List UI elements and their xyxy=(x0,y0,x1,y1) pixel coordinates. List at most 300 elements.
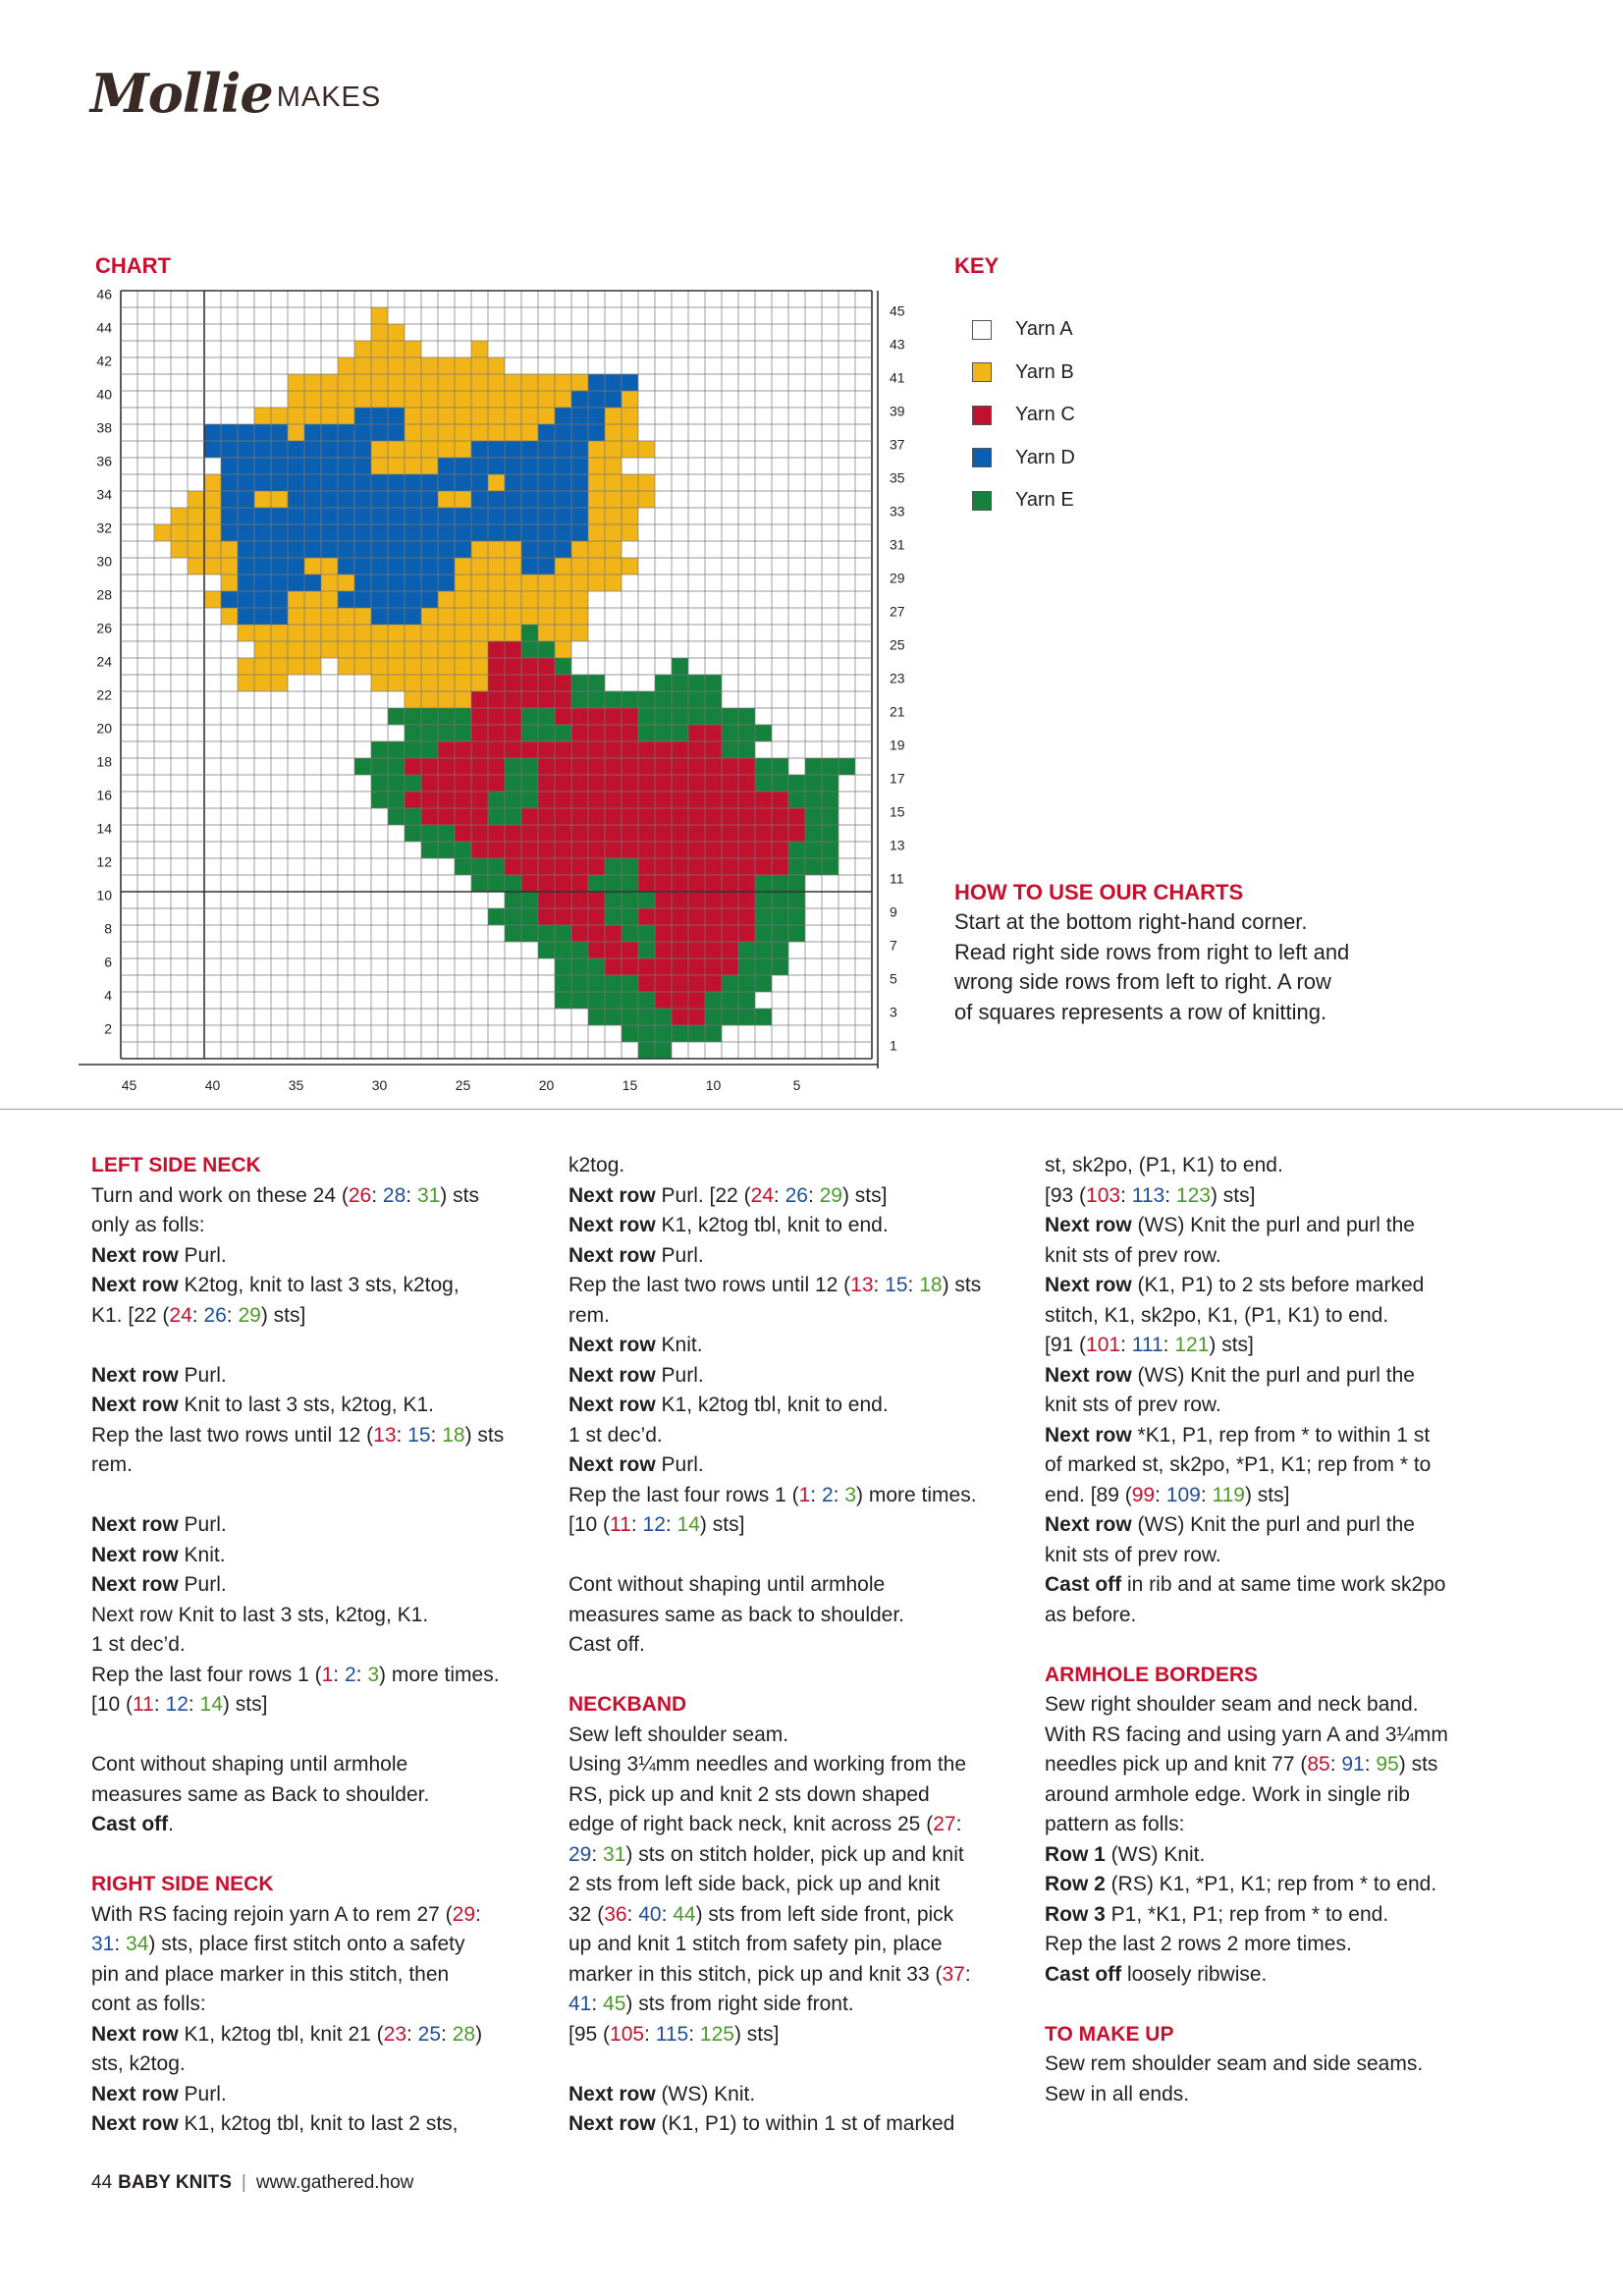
chart-cell xyxy=(705,625,722,641)
chart-cell xyxy=(705,591,722,608)
chart-cell xyxy=(254,675,271,691)
chart-cell xyxy=(154,925,171,942)
instruction-line xyxy=(1045,1481,1496,1511)
chart-cell xyxy=(288,725,304,741)
chart-cell xyxy=(471,524,488,541)
chart-cell xyxy=(521,357,538,374)
chart-cell xyxy=(622,1009,638,1025)
chart-cell xyxy=(588,958,605,975)
chart-cell xyxy=(304,474,321,491)
chart-cell xyxy=(371,391,388,408)
chart-cell xyxy=(571,307,588,324)
chart-cell xyxy=(622,725,638,741)
row-label: 46 xyxy=(96,286,112,302)
chart-cell xyxy=(839,892,855,908)
chart-cell xyxy=(705,441,722,458)
chart-cell xyxy=(538,675,555,691)
chart-cell xyxy=(672,291,688,307)
chart-cell xyxy=(354,842,371,858)
text-run: loosely ribwise. xyxy=(1121,1962,1268,1986)
chart-cell xyxy=(371,641,388,658)
chart-cell xyxy=(588,775,605,792)
size-value: 95 xyxy=(1376,1753,1399,1776)
chart-cell xyxy=(788,758,805,775)
chart-cell xyxy=(672,892,688,908)
chart-cell xyxy=(154,725,171,741)
chart-cell xyxy=(471,875,488,892)
chart-cell xyxy=(421,641,438,658)
chart-cell xyxy=(221,508,238,524)
chart-cell xyxy=(638,491,655,508)
chart-cell xyxy=(204,524,221,541)
instruction-line xyxy=(568,2109,1015,2140)
chart-cell xyxy=(772,842,788,858)
chart-cell xyxy=(688,574,705,591)
chart-cell xyxy=(505,458,521,474)
chart-cell xyxy=(188,942,204,958)
pattern-column-2 xyxy=(568,1151,1015,2140)
chart-cell xyxy=(672,708,688,725)
chart-cell xyxy=(405,1025,421,1042)
chart-cell xyxy=(772,975,788,992)
chart-cell xyxy=(488,1042,505,1059)
instruction-line xyxy=(1045,1750,1496,1780)
chart-cell xyxy=(839,508,855,524)
chart-cell xyxy=(505,1009,521,1025)
instruction-line xyxy=(91,1361,523,1392)
chart-cell xyxy=(722,491,738,508)
chart-cell xyxy=(421,792,438,808)
chart-cell xyxy=(672,408,688,424)
text-run: : xyxy=(1364,1753,1377,1776)
text-run: Purl. xyxy=(178,1243,227,1267)
chart-cell xyxy=(238,524,254,541)
chart-cell xyxy=(188,341,204,357)
chart-cell xyxy=(855,324,872,341)
chart-cell xyxy=(672,374,688,391)
chart-cell xyxy=(755,892,772,908)
chart-cell xyxy=(438,792,455,808)
chart-cell xyxy=(204,1042,221,1059)
chart-cell xyxy=(839,408,855,424)
chart-cell xyxy=(622,441,638,458)
chart-cell xyxy=(288,608,304,625)
chart-cell xyxy=(855,307,872,324)
chart-cell xyxy=(254,708,271,725)
chart-cell xyxy=(521,508,538,524)
chart-cell xyxy=(588,708,605,725)
chart-cell xyxy=(605,591,622,608)
chart-cell xyxy=(588,574,605,591)
chart-cell xyxy=(221,942,238,958)
chart-cell xyxy=(672,958,688,975)
chart-cell xyxy=(137,307,154,324)
chart-cell xyxy=(822,424,839,441)
text-run: : xyxy=(226,1303,239,1327)
chart-cell xyxy=(521,541,538,558)
chart-cell xyxy=(338,792,354,808)
chart-cell xyxy=(171,1025,188,1042)
chart-cell xyxy=(822,558,839,574)
chart-cell xyxy=(471,858,488,875)
chart-cell xyxy=(271,1042,288,1059)
chart-cell xyxy=(688,675,705,691)
chart-cell xyxy=(488,808,505,825)
chart-cell xyxy=(505,424,521,441)
chart-cell xyxy=(538,658,555,675)
chart-cell xyxy=(738,858,755,875)
row-label-bold: Next row xyxy=(91,1363,179,1387)
chart-cell xyxy=(271,625,288,641)
chart-cell xyxy=(321,491,338,508)
row-label: 39 xyxy=(890,403,905,419)
key-item xyxy=(972,394,1075,437)
row-label: 13 xyxy=(890,837,905,853)
text-run: Purl. [22 ( xyxy=(655,1183,751,1207)
chart-cell xyxy=(688,908,705,925)
size-value: 36 xyxy=(604,1902,627,1926)
text-run: st, sk2po, (P1, K1) to end. xyxy=(1045,1154,1283,1176)
chart-cell xyxy=(188,892,204,908)
chart-cell xyxy=(171,708,188,725)
chart-cell xyxy=(304,775,321,792)
chart-cell xyxy=(805,758,822,775)
chart-cell xyxy=(121,875,137,892)
chart-cell xyxy=(588,341,605,357)
chart-cell xyxy=(137,675,154,691)
chart-cell xyxy=(288,758,304,775)
row-label: 5 xyxy=(890,970,897,987)
text-run: ) sts] xyxy=(222,1693,268,1716)
chart-cell xyxy=(438,908,455,925)
paragraph-gap xyxy=(91,1481,523,1511)
chart-cell xyxy=(471,725,488,741)
chart-cell xyxy=(638,792,655,808)
chart-cell xyxy=(421,741,438,758)
chart-cell xyxy=(171,625,188,641)
chart-cell xyxy=(521,675,538,691)
chart-cell xyxy=(405,825,421,842)
footer-separator: | xyxy=(241,2172,246,2193)
chart-cell xyxy=(738,658,755,675)
chart-cell xyxy=(288,424,304,441)
chart-cell xyxy=(271,541,288,558)
chart-cell xyxy=(722,324,738,341)
chart-cell xyxy=(638,641,655,658)
chart-cell xyxy=(722,474,738,491)
row-label-bold: Row 3 xyxy=(1045,1902,1106,1926)
text-run: : xyxy=(441,2022,453,2046)
chart-cell xyxy=(488,858,505,875)
chart-cell xyxy=(471,341,488,357)
chart-cell xyxy=(488,892,505,908)
chart-cell xyxy=(605,825,622,842)
how-to-use-charts xyxy=(954,880,1396,1027)
chart-cell xyxy=(238,1042,254,1059)
chart-cell xyxy=(238,842,254,858)
chart-cell xyxy=(254,975,271,992)
chart-cell xyxy=(137,341,154,357)
chart-cell xyxy=(805,341,822,357)
chart-cell xyxy=(321,524,338,541)
chart-cell xyxy=(321,842,338,858)
chart-cell xyxy=(805,992,822,1009)
chart-cell xyxy=(405,1009,421,1025)
text-run: : xyxy=(406,2022,418,2046)
chart-cell xyxy=(555,758,571,775)
chart-cell xyxy=(188,491,204,508)
paragraph-gap xyxy=(91,1721,523,1751)
text-run: : xyxy=(807,1183,820,1207)
chart-cell xyxy=(755,958,772,975)
chart-cell xyxy=(455,408,471,424)
chart-cell xyxy=(288,1009,304,1025)
chart-cell xyxy=(304,725,321,741)
chart-cell xyxy=(271,574,288,591)
chart-cell xyxy=(154,558,171,574)
text-run: knit sts of prev row. xyxy=(1045,1543,1221,1566)
chart-cell xyxy=(204,708,221,725)
chart-cell xyxy=(471,775,488,792)
chart-cell xyxy=(672,307,688,324)
key-label: Yarn C xyxy=(1015,404,1075,426)
chart-cell xyxy=(271,975,288,992)
chart-cell xyxy=(839,758,855,775)
chart-cell xyxy=(505,608,521,625)
chart-cell xyxy=(638,591,655,608)
chart-cell xyxy=(521,758,538,775)
chart-cell xyxy=(154,775,171,792)
chart-cell xyxy=(388,341,405,357)
chart-cell xyxy=(288,942,304,958)
instruction-line xyxy=(91,1391,523,1421)
chart-cell xyxy=(471,491,488,508)
chart-cell xyxy=(605,357,622,374)
chart-cell xyxy=(788,942,805,958)
chart-cell xyxy=(338,374,354,391)
chart-cell xyxy=(772,741,788,758)
chart-cell xyxy=(471,574,488,591)
chart-cell xyxy=(438,992,455,1009)
chart-cell xyxy=(555,1025,571,1042)
chart-cell xyxy=(571,892,588,908)
chart-cell xyxy=(622,491,638,508)
chart-cell xyxy=(288,441,304,458)
chart-cell xyxy=(555,374,571,391)
chart-cell xyxy=(254,1025,271,1042)
chart-cell xyxy=(388,892,405,908)
chart-cell xyxy=(154,808,171,825)
row-label-bold: Next row xyxy=(1045,1363,1132,1387)
chart-cell xyxy=(455,858,471,875)
chart-cell xyxy=(204,357,221,374)
chart-cell xyxy=(605,541,622,558)
chart-cell xyxy=(338,675,354,691)
chart-cell xyxy=(154,892,171,908)
chart-cell xyxy=(672,574,688,591)
chart-cell xyxy=(655,758,672,775)
chart-cell xyxy=(588,675,605,691)
chart-cell xyxy=(338,1025,354,1042)
chart-cell xyxy=(354,524,371,541)
instruction-line xyxy=(1045,1900,1496,1931)
chart-cell xyxy=(521,875,538,892)
chart-cell xyxy=(371,858,388,875)
chart-cell xyxy=(221,641,238,658)
chart-cell xyxy=(204,908,221,925)
chart-cell xyxy=(655,892,672,908)
instruction-line xyxy=(568,1151,1015,1181)
chart-cell xyxy=(304,958,321,975)
chart-cell xyxy=(238,808,254,825)
chart-cell xyxy=(555,324,571,341)
chart-cell xyxy=(238,925,254,942)
chart-cell xyxy=(738,357,755,374)
text-run: : xyxy=(114,1933,127,1955)
text-run: measures same as Back to shoulder. xyxy=(91,1782,430,1806)
chart-cell xyxy=(271,658,288,675)
chart-cell xyxy=(338,625,354,641)
chart-cell xyxy=(221,307,238,324)
chart-cell xyxy=(405,725,421,741)
chart-cell xyxy=(188,908,204,925)
chart-cell xyxy=(288,374,304,391)
chart-cell xyxy=(254,842,271,858)
text-run: measures same as back to shoulder. xyxy=(568,1603,905,1626)
chart-cell xyxy=(571,291,588,307)
chart-cell xyxy=(538,441,555,458)
chart-cell xyxy=(371,291,388,307)
chart-cell xyxy=(805,307,822,324)
chart-cell xyxy=(505,825,521,842)
chart-cell xyxy=(188,508,204,524)
chart-cell xyxy=(805,524,822,541)
chart-cell xyxy=(571,808,588,825)
chart-cell xyxy=(788,892,805,908)
row-label: 4 xyxy=(104,987,112,1004)
chart-cell xyxy=(371,541,388,558)
chart-cell xyxy=(238,307,254,324)
chart-cell xyxy=(271,491,288,508)
chart-cell xyxy=(455,291,471,307)
row-label-bold: Next row xyxy=(91,1543,179,1566)
chart-cell xyxy=(171,341,188,357)
chart-cell xyxy=(722,808,738,825)
text-run: ) sts xyxy=(440,1183,479,1207)
chart-cell xyxy=(321,374,338,391)
text-run: end. [89 ( xyxy=(1045,1483,1132,1506)
chart-cell xyxy=(354,341,371,357)
chart-cell xyxy=(238,992,254,1009)
chart-cell xyxy=(805,491,822,508)
chart-cell xyxy=(421,691,438,708)
instruction-line xyxy=(1045,1151,1496,1181)
chart-cell xyxy=(538,641,555,658)
chart-cell xyxy=(839,691,855,708)
chart-cell xyxy=(338,441,354,458)
chart-cell xyxy=(338,324,354,341)
chart-cell xyxy=(137,725,154,741)
chart-cell xyxy=(521,1025,538,1042)
chart-cell xyxy=(672,858,688,875)
chart-cell xyxy=(755,591,772,608)
chart-cell xyxy=(722,574,738,591)
chart-cell xyxy=(622,541,638,558)
chart-cell xyxy=(238,558,254,574)
chart-cell xyxy=(488,625,505,641)
chart-cell xyxy=(738,792,755,808)
chart-cell xyxy=(655,725,672,741)
chart-cell xyxy=(505,942,521,958)
chart-cell xyxy=(672,942,688,958)
instruction-line xyxy=(91,1421,523,1451)
chart-cell xyxy=(688,591,705,608)
chart-cell xyxy=(822,858,839,875)
chart-cell xyxy=(405,1042,421,1059)
chart-cell xyxy=(805,741,822,758)
chart-cell xyxy=(137,625,154,641)
chart-cell xyxy=(588,741,605,758)
chart-cell xyxy=(738,458,755,474)
chart-cell xyxy=(839,524,855,541)
chart-cell xyxy=(555,958,571,975)
text-run: Purl. xyxy=(178,2082,227,2105)
chart-cell xyxy=(738,391,755,408)
chart-cell xyxy=(722,741,738,758)
chart-cell xyxy=(571,508,588,524)
chart-cell xyxy=(772,641,788,658)
chart-cell xyxy=(822,341,839,357)
chart-cell xyxy=(488,758,505,775)
chart-cell xyxy=(338,925,354,942)
chart-cell xyxy=(321,625,338,641)
size-value: 101 xyxy=(1086,1334,1121,1356)
chart-cell xyxy=(388,641,405,658)
chart-cell xyxy=(788,741,805,758)
row-label: 23 xyxy=(890,670,905,686)
chart-cell xyxy=(605,992,622,1009)
chart-cell xyxy=(271,858,288,875)
row-label-bold: Next row xyxy=(568,1334,656,1356)
chart-cell xyxy=(338,708,354,725)
chart-cell xyxy=(571,391,588,408)
chart-cell xyxy=(254,741,271,758)
chart-cell xyxy=(221,524,238,541)
size-value: 13 xyxy=(373,1423,397,1447)
chart-cell xyxy=(471,1025,488,1042)
chart-cell xyxy=(722,725,738,741)
chart-cell xyxy=(605,558,622,574)
instruction-line xyxy=(568,1181,1015,1212)
chart-cell xyxy=(705,825,722,842)
chart-cell xyxy=(221,1009,238,1025)
chart-cell xyxy=(271,958,288,975)
chart-cell xyxy=(455,491,471,508)
chart-cell xyxy=(688,424,705,441)
chart-cell xyxy=(354,307,371,324)
row-label: 6 xyxy=(104,954,112,970)
chart-cell xyxy=(121,908,137,925)
chart-cell xyxy=(505,858,521,875)
chart-cell xyxy=(505,625,521,641)
size-value: 2 xyxy=(821,1483,834,1506)
chart-cell xyxy=(772,558,788,574)
chart-cell xyxy=(688,992,705,1009)
chart-cell xyxy=(538,508,555,524)
chart-cell xyxy=(388,424,405,441)
chart-cell xyxy=(204,558,221,574)
chart-cell xyxy=(505,758,521,775)
